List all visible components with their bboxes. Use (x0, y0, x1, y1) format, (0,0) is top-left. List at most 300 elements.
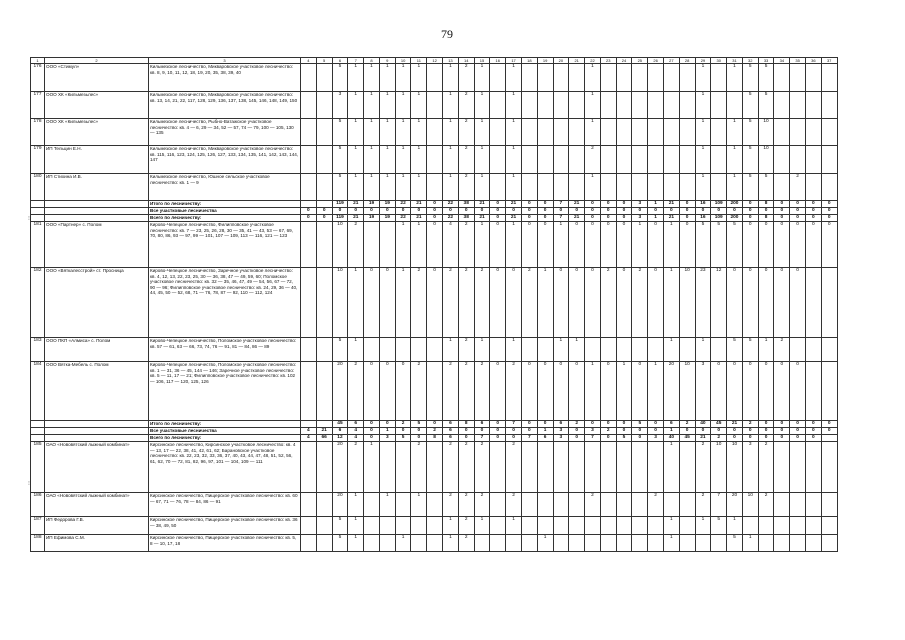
value-cell: 20 (332, 362, 348, 421)
value-cell (821, 92, 837, 119)
value-cell (569, 92, 585, 119)
value-cell: 21 (727, 421, 743, 428)
value-cell: 0 (790, 222, 806, 268)
value-cell: 2 (458, 119, 474, 146)
value-cell (648, 146, 664, 174)
location-cell: Кирсинское лесничество, Пищерское участковое лесничество: кв. 36 — 38, 49, 50 (149, 517, 301, 535)
value-cell: 3 (742, 442, 758, 493)
value-cell (316, 421, 332, 428)
value-cell: 45 (711, 421, 727, 428)
value-cell (806, 442, 822, 493)
value-cell: 22 (443, 215, 459, 222)
value-cell (316, 222, 332, 268)
value-cell: 0 (616, 428, 632, 435)
value-cell (301, 174, 317, 201)
value-cell: 20 (332, 493, 348, 517)
value-cell: 0 (742, 215, 758, 222)
value-cell (648, 119, 664, 146)
value-cell: 4 (348, 428, 364, 435)
value-cell: 1 (474, 174, 490, 201)
value-cell: 1 (727, 517, 743, 535)
value-cell (553, 535, 569, 552)
value-cell: 19 (379, 201, 395, 208)
value-cell: 0 (585, 215, 601, 222)
value-cell: 0 (490, 222, 506, 268)
value-cell (600, 535, 616, 552)
value-cell (427, 535, 443, 552)
value-cell (648, 535, 664, 552)
table-row (31, 442, 838, 493)
value-cell (301, 421, 317, 428)
value-cell (301, 535, 317, 552)
value-cell: 0 (821, 428, 837, 435)
column-number: 9 (379, 58, 395, 64)
value-cell: 1 (379, 64, 395, 92)
organization-cell: ООО ПКП «Алмиса» с. Полом (45, 338, 149, 362)
value-cell: 0 (790, 268, 806, 338)
value-cell (679, 64, 695, 92)
value-cell (790, 146, 806, 174)
value-cell: 2 (458, 64, 474, 92)
value-cell (316, 174, 332, 201)
value-cell: 0 (632, 428, 648, 435)
row-number-cell (31, 215, 45, 222)
location-cell: Кильмезское лесничество, Микваровское участковое лесничество: кв. 13, 14, 21, 22, 117, 128, 129, 136, 137, 138, 145, 146, 148, 149, 150 (149, 92, 301, 119)
value-cell (569, 535, 585, 552)
value-cell: 0 (711, 428, 727, 435)
value-cell: 4 (443, 222, 459, 268)
value-cell: 5 (695, 222, 711, 268)
value-cell: 1 (648, 362, 664, 421)
location-cell: Кирсинское лесничество, Пищерское участковое лесничество: кв. 60 — 67, 71 — 76, 78 — 84, 86 — 91 (149, 493, 301, 517)
value-cell: 1 (474, 222, 490, 268)
value-cell (395, 493, 411, 517)
value-cell (632, 442, 648, 493)
location-cell: Всего по лесничеству: (149, 215, 301, 222)
value-cell: 5 (742, 64, 758, 92)
value-cell: 1 (395, 92, 411, 119)
value-cell: 0 (790, 421, 806, 428)
value-cell: 1 (663, 535, 679, 552)
organization-cell: ИП Федорова Г.В. (45, 517, 149, 535)
value-cell (821, 517, 837, 535)
value-cell: 1 (695, 64, 711, 92)
value-cell: 21 (474, 215, 490, 222)
value-cell: 1 (663, 338, 679, 362)
value-cell: 0 (821, 201, 837, 208)
value-cell (427, 92, 443, 119)
value-cell: 21 (663, 215, 679, 222)
value-cell: 1 (695, 338, 711, 362)
value-cell: 0 (727, 435, 743, 442)
value-cell: 1 (379, 428, 395, 435)
value-cell: 7 (553, 201, 569, 208)
value-cell (379, 535, 395, 552)
value-cell: 0 (474, 208, 490, 215)
value-cell (648, 92, 664, 119)
value-cell: 20 (663, 362, 679, 421)
value-cell: 38 (458, 201, 474, 208)
value-cell: 8 (458, 421, 474, 428)
column-number: 37 (821, 58, 837, 64)
value-cell: 40 (695, 421, 711, 428)
location-cell: Кирово-Чепецкое лесничество, Заречное участковое лесничество: кв. 4, 12, 13, 22, 23, 25, 30 — 36, 38, 47 — 49, 59, 60; Поломское участковое лесничество: кв. 32 — 35, 46, 47, 49 — 54, 56, 67 — 72, 90 — 96; Филипповское участковое лесничество: кв. 24, 29, 36 — 40, 44, 45, 50 — 52, 68, 71 — 76, 78, 87 — 92, 110 — 112, 124 (149, 268, 301, 338)
value-cell (537, 92, 553, 119)
value-cell: 5 (332, 535, 348, 552)
value-cell: 2 (569, 421, 585, 428)
value-cell: 10 (332, 268, 348, 338)
value-cell (490, 146, 506, 174)
value-cell: 0 (758, 428, 774, 435)
value-cell: 1 (411, 64, 427, 92)
value-cell: 1 (411, 146, 427, 174)
value-cell: 0 (663, 208, 679, 215)
value-cell (616, 174, 632, 201)
value-cell: 5 (632, 421, 648, 428)
value-cell: 1 (506, 222, 522, 268)
value-cell (821, 64, 837, 92)
value-cell: 1 (443, 64, 459, 92)
value-cell: 4 (348, 435, 364, 442)
value-cell (490, 92, 506, 119)
value-cell: 0 (427, 208, 443, 215)
value-cell: 0 (695, 428, 711, 435)
value-cell (695, 535, 711, 552)
value-cell: 1 (443, 119, 459, 146)
value-cell (648, 442, 664, 493)
value-cell (490, 64, 506, 92)
value-cell: 0 (316, 208, 332, 215)
organization-cell (45, 428, 149, 435)
value-cell: 1 (585, 362, 601, 421)
value-cell: 0 (521, 222, 537, 268)
value-cell: 1 (585, 92, 601, 119)
column-number: 15 (474, 58, 490, 64)
value-cell (632, 64, 648, 92)
value-cell: 5 (332, 338, 348, 362)
table-row (31, 535, 838, 552)
value-cell (616, 119, 632, 146)
value-cell (790, 119, 806, 146)
value-cell: 0 (537, 222, 553, 268)
column-number: 20 (553, 58, 569, 64)
value-cell (427, 338, 443, 362)
value-cell: 21 (695, 435, 711, 442)
value-cell: 1 (411, 119, 427, 146)
value-cell (758, 535, 774, 552)
organization-cell: ООО «Партнер» с. Полом (45, 222, 149, 268)
value-cell: 1 (663, 428, 679, 435)
value-cell (316, 64, 332, 92)
value-cell: 1 (395, 146, 411, 174)
value-cell: 1 (695, 119, 711, 146)
value-cell (316, 442, 332, 493)
value-cell: 0 (379, 268, 395, 338)
column-number: 36 (806, 58, 822, 64)
value-cell: 2 (443, 442, 459, 493)
value-cell (821, 174, 837, 201)
row-number-cell: 179 (31, 146, 45, 174)
value-cell: 7 (506, 421, 522, 428)
value-cell: 2 (695, 493, 711, 517)
value-cell (790, 493, 806, 517)
value-cell: 0 (569, 208, 585, 215)
value-cell: 1 (474, 64, 490, 92)
location-cell: Всего по лесничеству: (149, 435, 301, 442)
value-cell: 0 (774, 435, 790, 442)
value-cell (316, 362, 332, 421)
value-cell (679, 338, 695, 362)
value-cell: 0 (616, 215, 632, 222)
value-cell: 0 (742, 268, 758, 338)
value-cell: 0 (742, 428, 758, 435)
value-cell (600, 174, 616, 201)
value-cell (364, 517, 380, 535)
value-cell (537, 517, 553, 535)
value-cell: 119 (332, 215, 348, 222)
value-cell (316, 493, 332, 517)
value-cell (790, 338, 806, 362)
value-cell: 2 (458, 338, 474, 362)
value-cell (521, 146, 537, 174)
value-cell: 0 (458, 435, 474, 442)
value-cell: 0 (348, 208, 364, 215)
value-cell: 21 (348, 215, 364, 222)
value-cell: 0 (821, 215, 837, 222)
value-cell: 5 (742, 146, 758, 174)
value-cell (301, 64, 317, 92)
value-cell: 0 (821, 222, 837, 268)
value-cell: 2 (506, 362, 522, 421)
value-cell (679, 442, 695, 493)
value-cell (490, 517, 506, 535)
summary-row (31, 208, 838, 215)
column-number: 34 (774, 58, 790, 64)
column-number: 30 (711, 58, 727, 64)
value-cell: 0 (648, 222, 664, 268)
value-cell (553, 442, 569, 493)
value-cell: 1 (474, 338, 490, 362)
value-cell (616, 64, 632, 92)
organization-cell: ООО Вятка-Мебель с. Полом (45, 362, 149, 421)
value-cell: 0 (632, 435, 648, 442)
value-cell (616, 493, 632, 517)
value-cell (537, 119, 553, 146)
value-cell: 0 (758, 421, 774, 428)
value-cell: 7 (553, 215, 569, 222)
value-cell: 0 (600, 362, 616, 421)
value-cell (663, 174, 679, 201)
organization-cell: ООО ХК «Кильмезьлес» (45, 92, 149, 119)
value-cell: 19 (364, 215, 380, 222)
summary-row (31, 421, 838, 428)
value-cell: 2 (458, 493, 474, 517)
location-cell: Кильмезское лесничество, Микваровское участковое лесничество: кв. 8, 9, 10, 11, 12, 18, 19, 20, 35, 38, 39, 40 (149, 64, 301, 92)
value-cell: 0 (569, 435, 585, 442)
value-cell: 3 (632, 201, 648, 208)
value-cell (711, 92, 727, 119)
value-cell (774, 493, 790, 517)
value-cell (490, 119, 506, 146)
organization-cell: ИП Ефимова С.М. (45, 535, 149, 552)
location-cell: Все участковые лесничества (149, 428, 301, 435)
value-cell: 5 (332, 119, 348, 146)
value-cell: 0 (553, 268, 569, 338)
value-cell: 10 (679, 362, 695, 421)
value-cell: 0 (506, 428, 522, 435)
value-cell: 0 (521, 215, 537, 222)
value-cell: 1 (663, 442, 679, 493)
value-cell: 0 (427, 222, 443, 268)
value-cell: 1 (364, 174, 380, 201)
value-cell: 119 (332, 201, 348, 208)
value-cell (521, 338, 537, 362)
value-cell: 0 (821, 208, 837, 215)
value-cell: 1 (569, 338, 585, 362)
value-cell (395, 338, 411, 362)
value-cell (411, 535, 427, 552)
value-cell: 2 (474, 268, 490, 338)
value-cell (427, 146, 443, 174)
value-cell: 0 (427, 201, 443, 208)
value-cell: 0 (411, 208, 427, 215)
summary-row (31, 435, 838, 442)
value-cell: 0 (364, 208, 380, 215)
value-cell (600, 119, 616, 146)
value-cell: 5 (711, 517, 727, 535)
value-cell: 0 (679, 428, 695, 435)
value-cell: 0 (569, 222, 585, 268)
value-cell: 4 (301, 428, 317, 435)
value-cell: 1 (348, 268, 364, 338)
value-cell: 1 (364, 64, 380, 92)
column-number: 32 (742, 58, 758, 64)
value-cell (790, 442, 806, 493)
value-cell: 0 (616, 201, 632, 208)
value-cell (600, 92, 616, 119)
value-cell: 0 (774, 268, 790, 338)
value-cell: 3 (379, 435, 395, 442)
value-cell (806, 174, 822, 201)
column-number: 21 (569, 58, 585, 64)
value-cell: 2 (474, 493, 490, 517)
value-cell: 1 (364, 92, 380, 119)
value-cell: 1 (553, 222, 569, 268)
row-number-cell: 185 (31, 442, 45, 493)
value-cell: 2 (458, 146, 474, 174)
value-cell: 6 (663, 421, 679, 428)
value-cell: 0 (569, 268, 585, 338)
organization-cell: ООО ХК «Кильмезьлес» (45, 119, 149, 146)
row-number-cell: 186 (31, 493, 45, 517)
value-cell: 1 (663, 268, 679, 338)
value-cell: 2 (348, 222, 364, 268)
value-cell: 0 (553, 208, 569, 215)
value-cell (301, 338, 317, 362)
value-cell: 0 (806, 435, 822, 442)
value-cell (632, 174, 648, 201)
value-cell (553, 64, 569, 92)
value-cell: 1 (474, 517, 490, 535)
organization-cell: ОАО «Нововятский лыжный комбинат» (45, 493, 149, 517)
value-cell (821, 338, 837, 362)
value-cell: 2 (742, 421, 758, 428)
value-cell: 0 (790, 215, 806, 222)
column-number: 35 (790, 58, 806, 64)
value-cell: 2 (695, 442, 711, 493)
value-cell: 2 (474, 362, 490, 421)
value-cell: 1 (663, 517, 679, 535)
value-cell: 8 (427, 435, 443, 442)
value-cell: 5 (727, 222, 743, 268)
value-cell: 0 (600, 215, 616, 222)
value-cell: 2 (585, 493, 601, 517)
value-cell: 1 (348, 146, 364, 174)
value-cell: 6 (443, 435, 459, 442)
value-cell (301, 92, 317, 119)
value-cell: 5 (395, 435, 411, 442)
value-cell: 5 (616, 435, 632, 442)
value-cell: 1 (553, 338, 569, 362)
value-cell (663, 493, 679, 517)
value-cell: 7 (521, 435, 537, 442)
column-number: 25 (632, 58, 648, 64)
value-cell (521, 535, 537, 552)
value-cell: 1 (742, 535, 758, 552)
value-cell: 1 (348, 493, 364, 517)
value-cell: 0 (490, 268, 506, 338)
location-cell: Кирово-Чепецкое лесничество, Поломское участковое лесничество: кв. 57 — 61, 63 — 66, 73, 74, 76 — 91, 81 — 84, 86 — 89 (149, 338, 301, 362)
column-number: 2 (45, 58, 149, 64)
value-cell: 1 (395, 268, 411, 338)
value-cell: 5 (727, 338, 743, 362)
value-cell: 16 (695, 201, 711, 208)
location-cell: Кильмезское лесничество, Юшное сельское участковое лесничество: кв. 1 — 9 (149, 174, 301, 201)
value-cell: 0 (443, 208, 459, 215)
table-row (31, 146, 838, 174)
column-number: 26 (648, 58, 664, 64)
value-cell: 1 (632, 222, 648, 268)
value-cell: 0 (790, 362, 806, 421)
value-cell: 3 (332, 92, 348, 119)
value-cell (600, 64, 616, 92)
value-cell: 1 (443, 338, 459, 362)
table-row (31, 64, 838, 92)
value-cell (537, 338, 553, 362)
value-cell (632, 119, 648, 146)
location-cell: Все участковые лесничества (149, 208, 301, 215)
row-number-cell: 188 (31, 535, 45, 552)
value-cell: 21 (663, 201, 679, 208)
value-cell (821, 535, 837, 552)
value-cell: 21 (569, 201, 585, 208)
forest-allocation-table (30, 57, 838, 552)
value-cell: 3 (648, 435, 664, 442)
value-cell: 0 (553, 362, 569, 421)
value-cell: 1 (695, 146, 711, 174)
value-cell (427, 64, 443, 92)
value-cell: 2 (600, 428, 616, 435)
value-cell (537, 493, 553, 517)
value-cell (742, 517, 758, 535)
value-cell: 5 (332, 174, 348, 201)
location-cell: Кильмезское лесничество, Микваровское участковое лесничество: кв. 115, 116, 123, 124, 125, 126, 127, 133, 134, 135, 141, 142, 143, 144, 147 (149, 146, 301, 174)
value-cell (427, 362, 443, 421)
value-cell: 0 (600, 435, 616, 442)
value-cell: 200 (727, 215, 743, 222)
value-cell: 1 (411, 493, 427, 517)
value-cell: 10 (727, 442, 743, 493)
